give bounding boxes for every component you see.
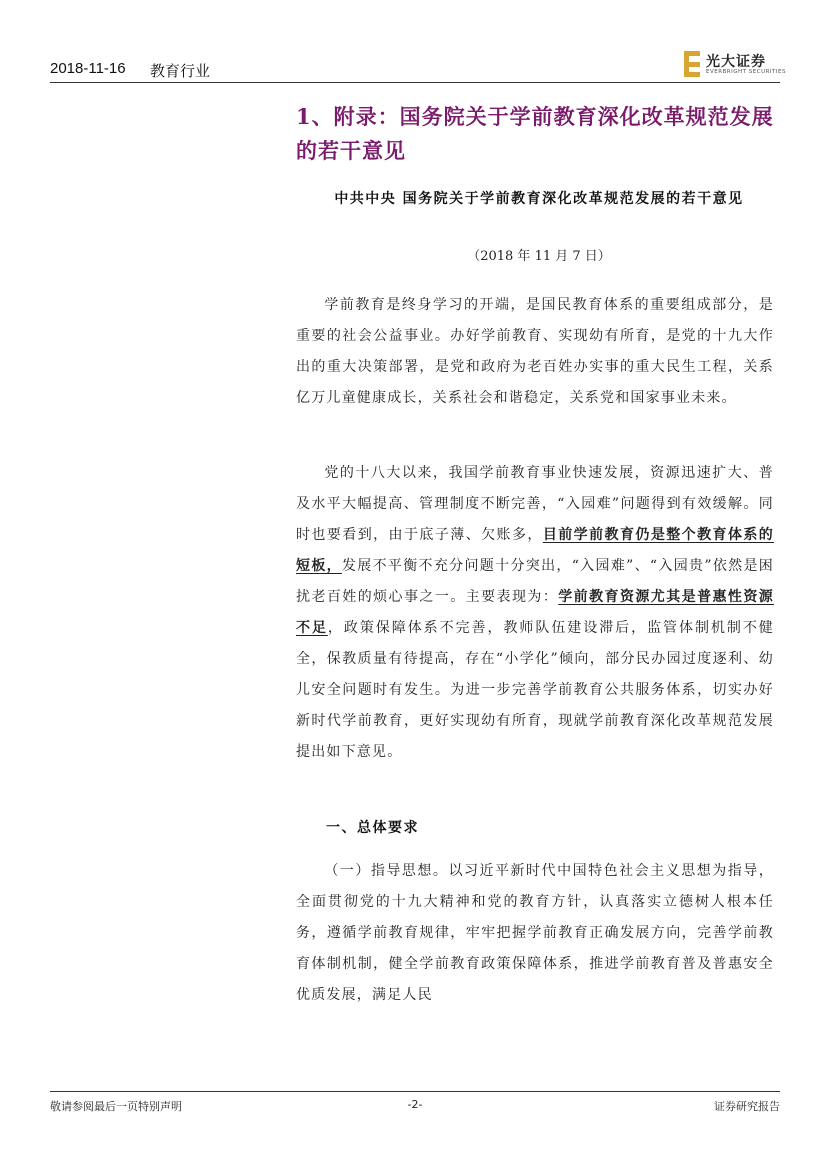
page-header: [50, 54, 786, 82]
logo-text-cn: 光大证券: [706, 54, 766, 70]
footer-disclaimer: 敬请参阅最后一页特别声明: [50, 1100, 182, 1113]
paragraph-guiding-ideology: [296, 856, 774, 1011]
document-title: 中共中央 国务院关于学前教育深化改革规范发展的若干意见: [334, 191, 744, 207]
logo-mark-icon: [684, 51, 702, 77]
highlight-shortboard: 目前学前教育仍是整个教育体系的短板，: [296, 527, 774, 574]
guiding-ideology-text: （一）指导思想。以习近平新时代中国特色社会主义思想为指导，全面贯彻党的十九大精神和党的教育方针，认真落实立德树人根本任务，遵循学前教育规律，牢牢把握学前教育正确发展方向，完善学前教育体制机制，健全学前教育政策保障体系，推进学前教育普及普惠安全优质发展，满足人民: [296, 863, 774, 1003]
paragraph-status: [296, 458, 774, 768]
highlight-resource-shortage: 学前教育资源尤其是普惠性资源不足: [296, 589, 774, 636]
industry-label: 教育行业: [150, 63, 211, 80]
header-divider: [50, 82, 780, 83]
logo-text-en: EVERBRIGHT SECURITIES: [706, 69, 786, 75]
paragraph-intro: [296, 290, 774, 414]
document-date: （2018 年 11 月 7 日）: [467, 249, 611, 264]
report-date: 2018-11-16: [50, 60, 126, 77]
footer-divider: [50, 1091, 780, 1092]
status-text-c: 发展不平衡不充分问题十分突出，“入园难”、“入园贵”依然是困扰老百姓的烦心事之一。主要表现为：: [296, 558, 774, 605]
footer-report-type: 证券研究报告: [714, 1100, 780, 1113]
section-title: 1、附录：国务院关于学前教育深化改革规范发展的若干意见: [296, 104, 774, 163]
status-text-e: ，政策保障体系不完善，教师队伍建设滞后，监管体制机制不健全，保教质量有待提高，存在“小学化”倾向，部分民办园过度逐利、幼儿安全问题时有发生。为进一步完善学前教育公共服务体系，切实办好新时代学前教育，更好实现幼有所育，现就学前教育深化改革规范发展提出如下意见。: [296, 620, 774, 760]
page-footer: [50, 1098, 780, 1116]
everbright-logo: [684, 50, 786, 80]
sub-heading-general-requirements: 一、总体要求: [326, 820, 419, 836]
paragraph-intro-text: 学前教育是终身学习的开端，是国民教育体系的重要组成部分，是重要的社会公益事业。办好学前教育、实现幼有所育，是党的十九大作出的重大决策部署，是党和政府为老百姓办实事的重大民生工程，关系亿万儿童健康成长，关系社会和谐稳定，关系党和国家事业未来。: [296, 297, 774, 406]
status-text-a: 党的十八大以来，我国学前教育事业快速发展，资源迅速扩大、普及水平大幅提高、管理制度不断完善，“入园难”问题得到有效缓解。同时也要看到，由于底子薄、欠账多，: [296, 465, 774, 543]
page-number: -2-: [407, 1098, 423, 1111]
